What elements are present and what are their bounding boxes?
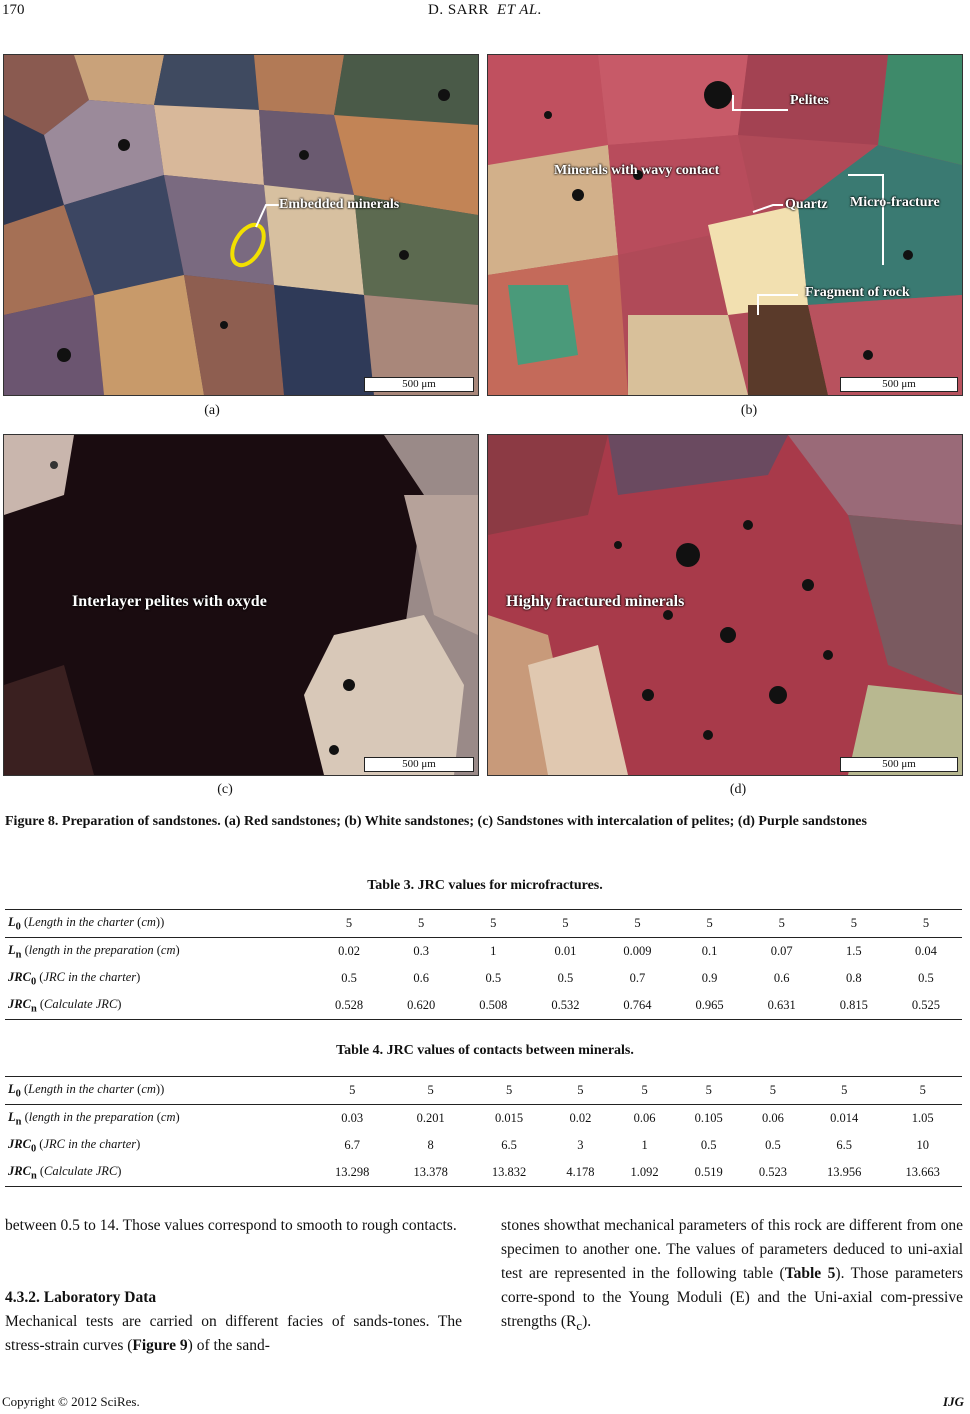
row-label: $L_0$ (Length in the charter (cm)) — [5, 1077, 313, 1105]
table-cell: 5 — [741, 1077, 805, 1105]
row-label: $JRC_n$ (Calculate JRC) — [5, 1159, 313, 1187]
row-label: $JRC_n$ (Calculate JRC) — [5, 992, 313, 1020]
left-para2-text-a: Mechanical tests are carried on different facies of sands-tones. The stress-strain curves ( — [5, 1313, 462, 1354]
table-cell: 0.06 — [633, 1111, 656, 1125]
table-cell: 10 — [916, 1138, 929, 1152]
table3-caption: Table 3. JRC values for microfractures. — [367, 878, 603, 893]
table-cell: 13.956 — [805, 1159, 883, 1187]
table-row — [5, 938, 962, 966]
table-cell: 0.6 — [773, 971, 790, 985]
table-cell: 0.015 — [495, 1111, 524, 1125]
panel-label-a: (a) — [204, 403, 220, 418]
table-cell: 0.5 — [341, 971, 357, 985]
table-cell: 8 — [427, 1138, 434, 1152]
table-cell: 1 — [641, 1138, 648, 1152]
header-authors: D. SARR — [428, 2, 490, 18]
table-cell: 0.5 — [700, 1138, 717, 1152]
table-cell: 13.663 — [883, 1159, 962, 1187]
table-cell: 5 — [391, 1077, 469, 1105]
table-cell: 0.1 — [701, 944, 718, 958]
micrograph-b-image — [488, 55, 962, 395]
table-row — [5, 992, 962, 1020]
table-cell: 5 — [470, 1077, 548, 1105]
table-row — [5, 965, 962, 992]
table-cell: 13.378 — [391, 1159, 469, 1187]
table-cell: 5 — [385, 910, 457, 938]
table-cell: 5 — [313, 910, 385, 938]
table-cell: 5 — [529, 910, 601, 938]
table-cell: 0.508 — [457, 992, 529, 1020]
rc-subscript: c — [576, 1318, 583, 1334]
annotation-fragment-of-rock: Fragment of rock — [805, 285, 910, 300]
table-cell: 5 — [548, 1077, 612, 1105]
table-cell: 6.7 — [344, 1138, 361, 1152]
table-cell: 1.05 — [911, 1111, 934, 1125]
table-cell: 0.01 — [554, 944, 577, 958]
table-cell: 0.620 — [385, 992, 457, 1020]
annotation-highly-fractured: Highly fractured minerals — [506, 593, 685, 610]
table-cell: 6.5 — [501, 1138, 517, 1152]
micrograph-a-image — [4, 55, 478, 395]
table-cell: 0.014 — [830, 1111, 859, 1125]
scale-bar-d: 500 μm — [840, 757, 958, 772]
table-5-ref: Table 5 — [784, 1265, 836, 1282]
table-cell: 0.02 — [338, 944, 360, 958]
table-cell: 5 — [601, 910, 673, 938]
table-cell: 5 — [457, 910, 529, 938]
table-cell: 0.5 — [765, 1138, 781, 1152]
table3 — [5, 909, 962, 1020]
table-row — [5, 1159, 962, 1187]
table-cell: 0.3 — [413, 944, 429, 958]
table-cell: 0.525 — [890, 992, 962, 1020]
table-cell: 5 — [883, 1077, 962, 1105]
table-cell: 13.298 — [313, 1159, 391, 1187]
micrograph-a — [3, 54, 479, 396]
table-cell: 5 — [890, 910, 962, 938]
figure-9-ref: Figure 9 — [132, 1337, 188, 1354]
row-label: $L_0$ (Length in the charter (cm)) — [5, 910, 313, 938]
table-cell: 0.8 — [846, 971, 862, 985]
scale-bar-b: 500 μm — [840, 377, 958, 392]
copyright: Copyright © 2012 SciRes. — [2, 1394, 140, 1409]
left-para2-text-b: ) of the sand- — [187, 1337, 270, 1354]
table-row — [5, 1105, 962, 1133]
table-cell: 0.965 — [674, 992, 746, 1020]
row-label: $JRC_0$ (JRC in the charter) — [8, 1136, 141, 1155]
micrograph-d — [487, 434, 963, 776]
left-column-para2 — [5, 1310, 462, 1358]
running-header — [0, 2, 970, 19]
table-cell: 0.009 — [623, 944, 652, 958]
table-cell: 0.105 — [694, 1111, 723, 1125]
table-row — [5, 910, 962, 938]
table-cell: 0.764 — [601, 992, 673, 1020]
table-cell: 0.5 — [918, 971, 934, 985]
table-cell: 4.178 — [548, 1159, 612, 1187]
panel-label-b: (b) — [740, 403, 758, 418]
table4 — [5, 1076, 962, 1187]
left-column-para1: between 0.5 to 14. Those values correspond to smooth to rough contacts. — [5, 1217, 457, 1234]
row-label: $JRC_0$ (JRC in the charter) — [8, 969, 141, 988]
figure-caption: Figure 8. Preparation of sandstones. (a) Red sandstones; (b) White sandstones; (c) Sandstones with intercalation of pelites; (d) Purple sandstones — [5, 814, 867, 829]
table-cell: 0.815 — [818, 992, 890, 1020]
section-heading: 4.3.2. Laboratory Data — [5, 1289, 157, 1306]
table-cell: 5 — [612, 1077, 676, 1105]
table-cell: 0.07 — [770, 944, 793, 958]
table-cell: 5 — [805, 1077, 883, 1105]
annotation-wavy-contact: Minerals with wavy contact — [554, 163, 720, 178]
table-cell: 5 — [313, 1077, 391, 1105]
table-cell: 0.06 — [761, 1111, 784, 1125]
page-number: 170 — [2, 2, 25, 18]
table-cell: 3 — [577, 1138, 584, 1152]
table-cell: 1.5 — [846, 944, 862, 958]
table-cell: 0.04 — [915, 944, 937, 958]
table-cell: 5 — [818, 910, 890, 938]
micrograph-c — [3, 434, 479, 776]
right-para-text-b: ). Those parameters corre-spond to the Young Moduli (E) and the Uni-axial com-pressive strengths (R — [501, 1265, 963, 1330]
micrograph-b — [487, 54, 963, 396]
annotation-interlayer-pelites: Interlayer pelites with oxyde — [72, 593, 267, 610]
table-cell: 0.532 — [529, 992, 601, 1020]
header-et-al: ET AL. — [497, 2, 542, 18]
row-label: $L_n$ (length in the preparation (cm) — [8, 942, 180, 961]
table-cell: 0.5 — [557, 971, 574, 985]
scale-bar-a: 500 μm — [364, 377, 474, 392]
table-cell: 0.9 — [701, 971, 718, 985]
table-row — [5, 1077, 962, 1105]
table-cell: 5 — [677, 1077, 741, 1105]
table-cell: 6.5 — [836, 1138, 853, 1152]
table-cell: 0.201 — [416, 1111, 445, 1125]
table-cell: 0.519 — [677, 1159, 741, 1187]
scale-bar-c: 500 μm — [364, 757, 474, 772]
table-cell: 13.832 — [470, 1159, 548, 1187]
panel-label-c: (c) — [217, 782, 233, 797]
table-row — [5, 1132, 962, 1159]
table-cell: 1 — [490, 944, 497, 958]
table-cell: 0.523 — [741, 1159, 805, 1187]
panel-label-d: (d) — [729, 782, 747, 797]
table-cell: 0.03 — [341, 1111, 364, 1125]
journal-abbrev: IJG — [943, 1394, 964, 1409]
right-para-text-c: ). — [582, 1313, 592, 1330]
table-cell: 5 — [674, 910, 746, 938]
right-para-text-a: stones showthat mechanical parameters of this rock are different from one specimen to another one. The values of parameters deduced to uni-axial test are represented in the following table ( — [501, 1217, 963, 1282]
annotation-quartz: Quartz — [785, 197, 828, 212]
table-cell: 0.5 — [485, 971, 502, 985]
annotation-embedded-minerals: Embedded minerals — [279, 197, 400, 212]
annotation-pelites: Pelites — [790, 93, 829, 108]
row-label: $L_n$ (length in the preparation (cm) — [8, 1109, 180, 1128]
table4-caption: Table 4. JRC values of contacts between minerals. — [336, 1043, 634, 1058]
table-cell: 0.02 — [569, 1111, 592, 1125]
table-cell: 0.528 — [313, 992, 385, 1020]
table-cell: 5 — [746, 910, 818, 938]
annotation-micro-fracture: Micro-fracture — [850, 195, 940, 210]
right-column-para — [501, 1214, 963, 1338]
table-cell: 0.6 — [413, 971, 429, 985]
table-cell: 0.631 — [746, 992, 818, 1020]
table-cell: 1.092 — [612, 1159, 676, 1187]
table-cell: 0.7 — [629, 971, 646, 985]
